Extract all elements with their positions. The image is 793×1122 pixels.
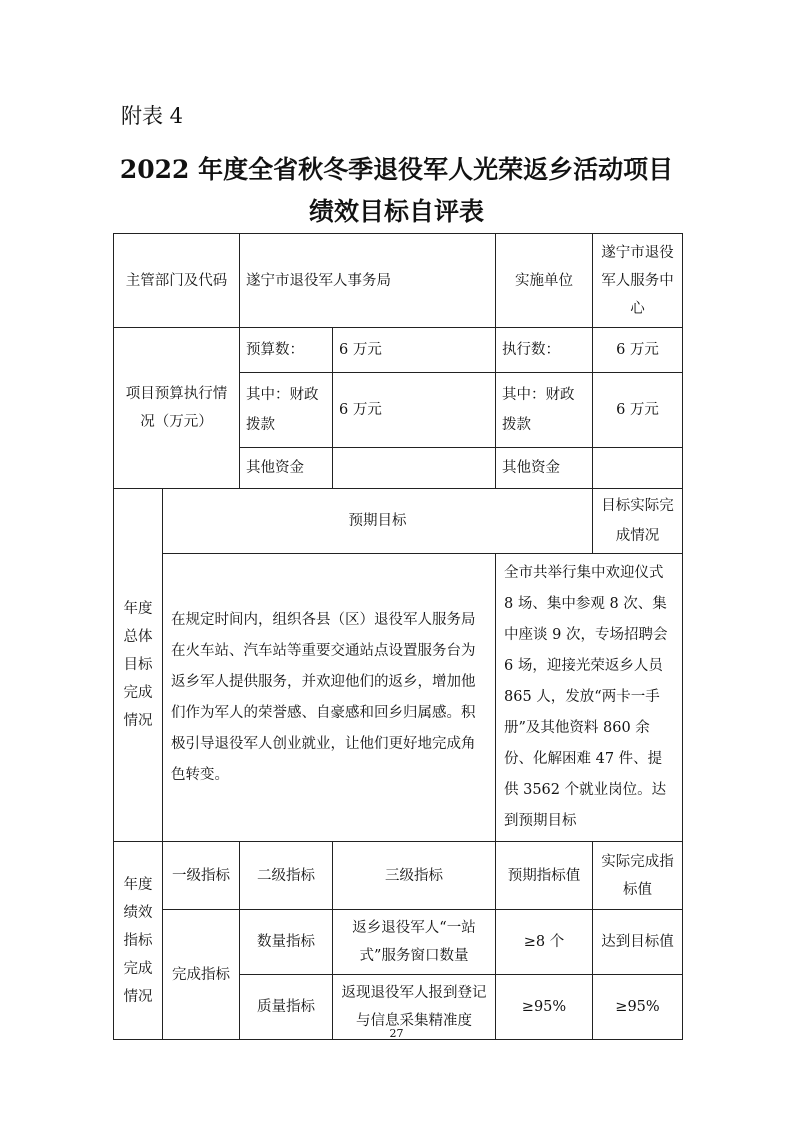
budget-amount-value: 6 万元 — [333, 328, 496, 373]
row-level2: 质量指标 — [240, 975, 333, 1040]
annex-label: 附表 4 — [121, 104, 184, 128]
col-expected-header: 预期指标值 — [496, 842, 593, 910]
budget-other-label: 其他资金 — [240, 448, 333, 489]
row-level3: 返乡退役军人“一站式”服务窗口数量 — [333, 910, 496, 975]
impl-value: 遂宁市退役军人服务中心 — [593, 234, 683, 328]
page-number: 27 — [389, 1027, 404, 1040]
expected-goal-text: 在规定时间内，组织各县（区）退役军人服务局在火车站、汽车站等重要交通站点设置服务台为返乡军人提供服务，并欢迎他们的返乡，增加他们作为军人的荣誉感、自豪感和回乡归属感。积极引导退役军人创业就业，让他们更好地完成角色转变。 — [163, 554, 496, 842]
exec-other-value — [593, 448, 683, 489]
exec-amount-label: 执行数： — [496, 328, 593, 373]
exec-of-which-label: 其中：财政拨款 — [496, 373, 593, 448]
actual-completion-header: 目标实际完成情况 — [593, 489, 683, 554]
actual-completion-text: 全市共举行集中欢迎仪式 8 场、集中参观 8 次、集中座谈 9 次，专场招聘会 6 场，迎接光荣返乡人员 865 人，发放“两卡一手册”及其他资料 860 余份、化解困难 47 件、提供 3562 个就业岗位。达到预期目标 — [496, 554, 683, 842]
row-level2: 数量指标 — [240, 910, 333, 975]
col-level1-header: 一级指标 — [163, 842, 240, 910]
budget-of-which-value: 6 万元 — [333, 373, 496, 448]
title-line-1: 2022 年度全省秋冬季退役军人光荣返乡活动项目 — [119, 155, 674, 184]
col-level2-header: 二级指标 — [240, 842, 333, 910]
row-level3: 返现退役军人报到登记与信息采集精准度 — [333, 975, 496, 1040]
exec-other-label: 其他资金 — [496, 448, 593, 489]
col-level3-header: 三级指标 — [333, 842, 496, 910]
perf-label: 年度绩效指标完成情况 — [114, 842, 163, 1040]
impl-label: 实施单位 — [496, 234, 593, 328]
row-expected: ≥8 个 — [496, 910, 593, 975]
budget-other-value — [333, 448, 496, 489]
title-line-2: 绩效目标自评表 — [308, 197, 484, 226]
dept-label: 主管部门及代码 — [114, 234, 240, 328]
budget-amount-label: 预算数： — [240, 328, 333, 373]
table-row — [114, 910, 683, 975]
col-actual-header: 实际完成指标值 — [593, 842, 683, 910]
row-actual: ≥95% — [593, 975, 683, 1040]
expected-goal-header: 预期目标 — [163, 489, 593, 554]
exec-amount-value: 6 万元 — [593, 328, 683, 373]
budget-label: 项目预算执行情况（万元） — [114, 328, 240, 489]
dept-value: 遂宁市退役军人事务局 — [240, 234, 496, 328]
exec-of-which-value: 6 万元 — [593, 373, 683, 448]
evaluation-table — [113, 233, 683, 1040]
row-level1: 完成指标 — [163, 910, 240, 1040]
row-expected: ≥95% — [496, 975, 593, 1040]
budget-of-which-label: 其中：财政拨款 — [240, 373, 333, 448]
overall-label: 年度总体目标完成情况 — [114, 489, 163, 842]
row-actual: 达到目标值 — [593, 910, 683, 975]
